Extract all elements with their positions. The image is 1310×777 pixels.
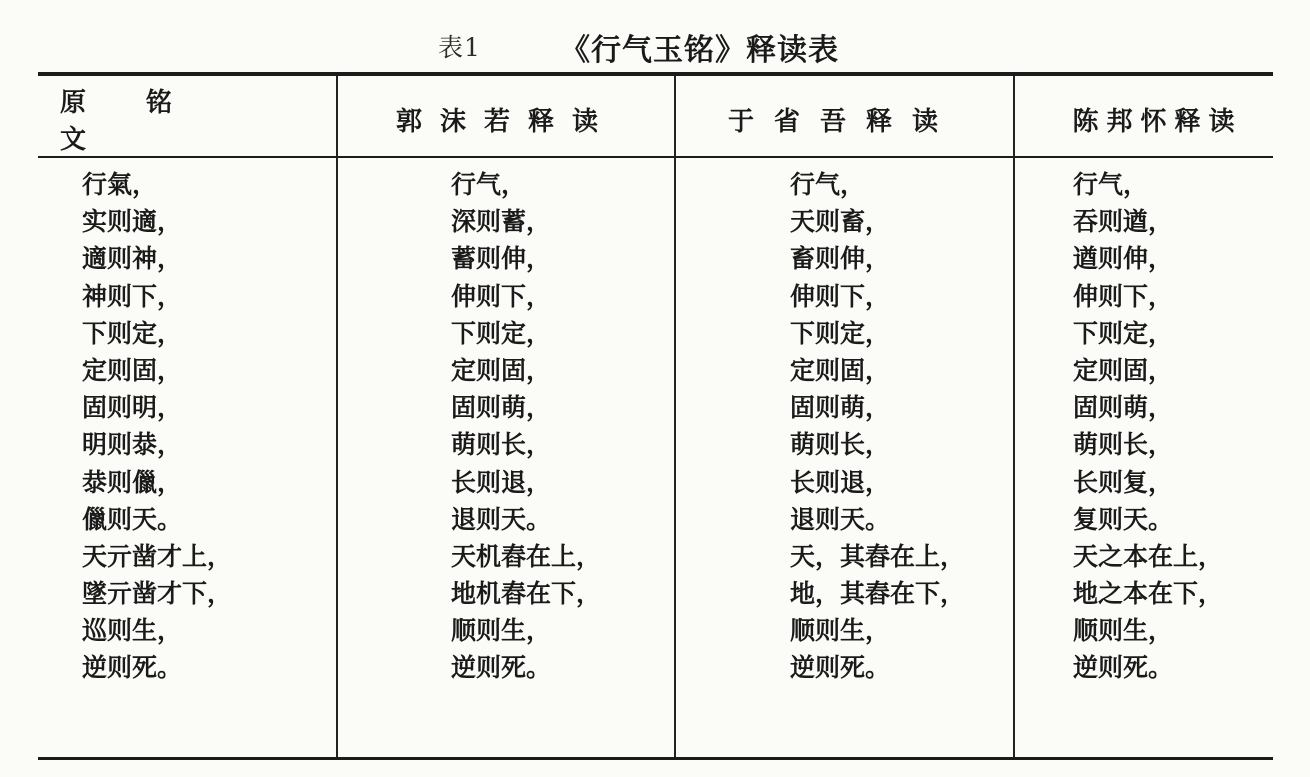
- table-cell: 定则固，: [790, 355, 891, 385]
- table-cell: 固则萌，: [451, 393, 552, 423]
- table-cell: 深则蓄，: [451, 207, 552, 237]
- table-cell: 地机舂在下，: [451, 579, 602, 609]
- table-cell: 逆则死。: [451, 653, 552, 683]
- table-cell: 萌则长，: [790, 430, 891, 460]
- table-cell: 天机舂在上，: [451, 541, 602, 571]
- table-cell: 定则固，: [451, 355, 552, 385]
- column-guo-moruo-reading: [451, 166, 601, 687]
- column-chen-banghuai-reading: [1073, 166, 1223, 687]
- header-guo-moruo-reading: 郭沫若释读: [395, 106, 616, 137]
- table-cell: 天亓凿才上，: [82, 541, 233, 571]
- table-bottom-rule: [38, 757, 1273, 760]
- table-cell: 长则复，: [1073, 467, 1174, 497]
- table-cell: 长则退，: [451, 467, 552, 497]
- table-cell: 逆则死。: [82, 653, 183, 683]
- table-title: 《行气玉铭》释读表: [560, 33, 839, 68]
- table-cell: 神则下，: [82, 281, 183, 311]
- table-cell: 地之本在下，: [1073, 579, 1224, 609]
- table-cell: 墜亓凿才下，: [82, 579, 233, 609]
- table-number: 表1: [438, 33, 481, 62]
- table-cell: 天，其舂在上，: [790, 541, 966, 571]
- table-cell: 长则退，: [790, 467, 891, 497]
- table-cell: 固则萌，: [1073, 393, 1174, 423]
- table-cell: 天之本在上，: [1073, 541, 1224, 571]
- table-cell: 適则神，: [82, 244, 183, 274]
- table-cell: 伸则下，: [1073, 281, 1174, 311]
- table-cell: 地，其舂在下，: [790, 579, 966, 609]
- table-cell: 萌则长，: [451, 430, 552, 460]
- table-cell: 退则天。: [790, 504, 891, 534]
- column-yu-xingwu-reading: [790, 166, 965, 687]
- table-cell: 行气，: [451, 170, 527, 199]
- table-cell: 行氣，: [82, 170, 158, 199]
- table-cell: 下则定，: [451, 318, 552, 348]
- table-cell: 定则固，: [1073, 355, 1174, 385]
- table-cell: 下则定，: [790, 318, 891, 348]
- table-cell: 畜则伸，: [790, 244, 891, 274]
- table-header-rule: [38, 156, 1273, 158]
- table-cell: 下则定，: [82, 318, 183, 348]
- table-cell: 㳟则儠，: [82, 467, 183, 497]
- table-cell: 复则天。: [1073, 504, 1174, 534]
- table-cell: 吞则遒，: [1073, 207, 1174, 237]
- table-cell: 逆则死。: [790, 653, 891, 683]
- table-cell: 顺则生，: [451, 616, 552, 646]
- table-cell: 天则畜，: [790, 207, 891, 237]
- table-cell: 顺则生，: [790, 616, 891, 646]
- table-caption: [0, 22, 1310, 68]
- table-cell: 下则定，: [1073, 318, 1174, 348]
- table-cell: 遒则伸，: [1073, 244, 1174, 274]
- table-cell: 退则天。: [451, 504, 552, 534]
- header-yu-xingwu-reading: 于省吾释读: [727, 106, 958, 137]
- table-cell: 行气，: [790, 170, 866, 199]
- table-cell: 顺则生，: [1073, 616, 1174, 646]
- table-cell: 逆则死。: [1073, 653, 1174, 683]
- table-cell: 伸则下，: [790, 281, 891, 311]
- table-cell: 行气，: [1073, 170, 1149, 199]
- column-original-inscription: [82, 166, 232, 687]
- table-cell: 固则明，: [82, 393, 183, 423]
- table-cell: 儠则天。: [82, 504, 183, 534]
- column-divider: [1013, 76, 1015, 757]
- header-original-inscription: 原铭文: [60, 88, 233, 155]
- column-divider: [674, 76, 676, 757]
- table-cell: 巡则生，: [82, 616, 183, 646]
- column-divider: [336, 76, 338, 757]
- table-cell: 实则適，: [82, 207, 183, 237]
- table-top-rule: [38, 72, 1273, 76]
- table-cell: 明则㳟，: [82, 430, 183, 460]
- header-chen-banghuai-reading: 陈邦怀释读: [1072, 106, 1243, 137]
- table-cell: 伸则下，: [451, 281, 552, 311]
- table-cell: 定则固，: [82, 355, 183, 385]
- table-cell: 固则萌，: [790, 393, 891, 423]
- table-cell: 萌则长，: [1073, 430, 1174, 460]
- table-cell: 蓄则伸，: [451, 244, 552, 274]
